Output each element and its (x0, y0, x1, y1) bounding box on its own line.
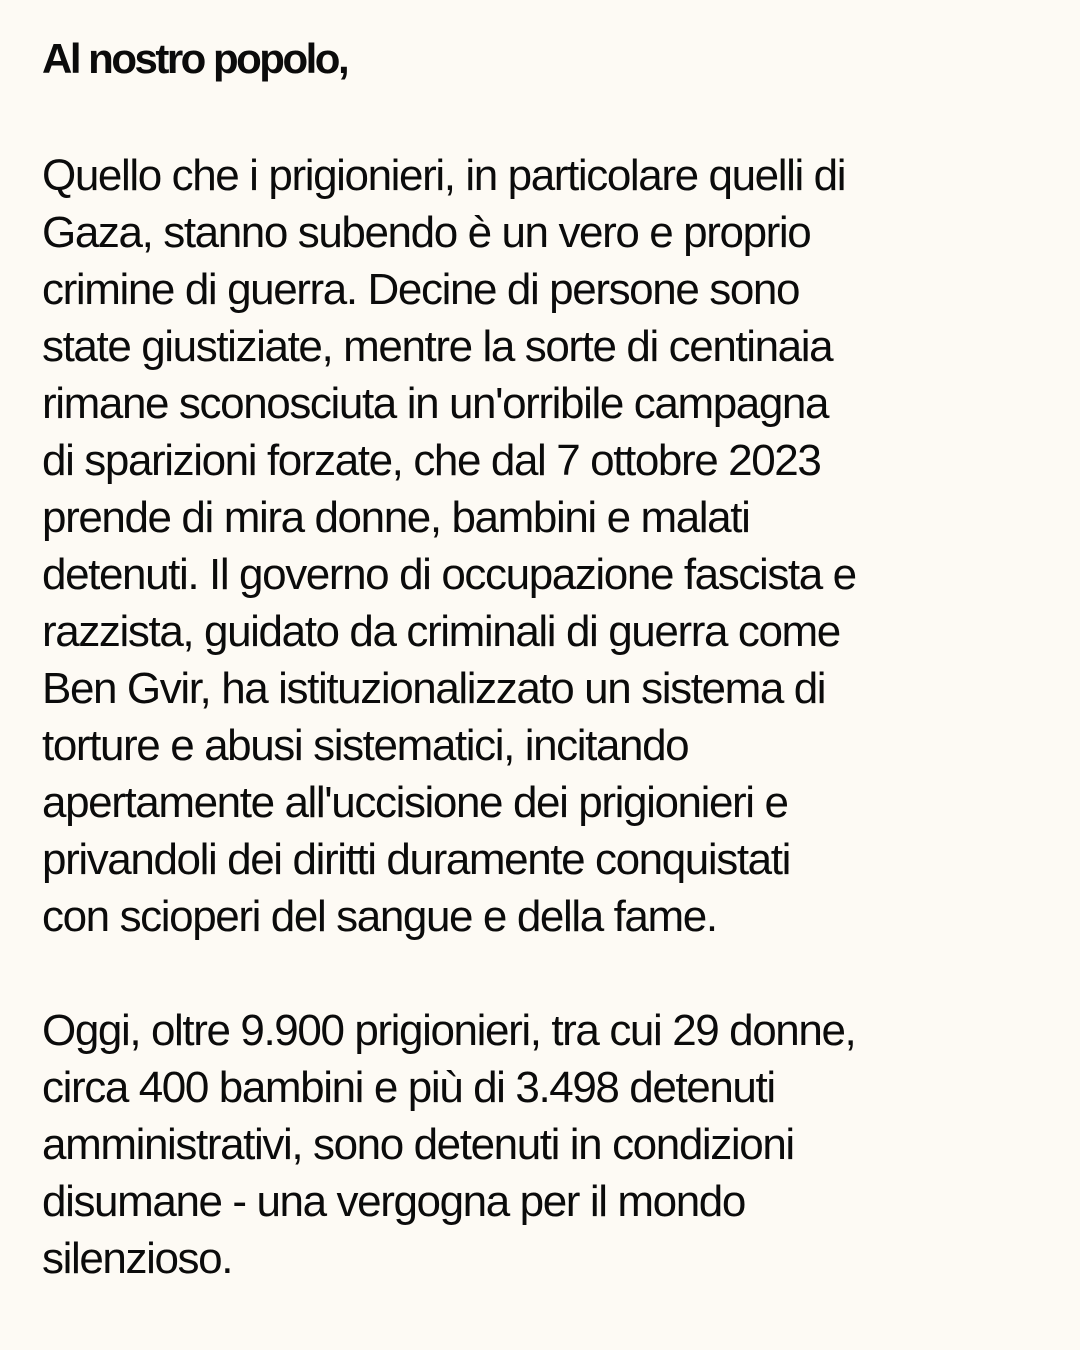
text-line: Oggi, oltre 9.900 prigionieri, tra cui 29 donne, (42, 1006, 856, 1055)
letter-page (42, 30, 1042, 1287)
text-line: rimane sconosciuta in un'orribile campagna (42, 379, 829, 428)
text-line: crimine di guerra. Decine di persone sono (42, 265, 800, 314)
paragraph-prisoner-figures (42, 1002, 1042, 1287)
text-line: torture e abusi sistematici, incitando (42, 721, 689, 770)
text-line: di sparizioni forzate, che dal 7 ottobre 2023 (42, 436, 821, 485)
text-line: Gaza, stanno subendo è un vero e proprio (42, 208, 811, 257)
text-line: apertamente all'uccisione dei prigionieri e (42, 778, 788, 827)
text-line: detenuti. Il governo di occupazione fascista e (42, 550, 856, 599)
text-line: Ben Gvir, ha istituzionalizzato un sistema di (42, 664, 826, 713)
text-line: prende di mira donne, bambini e malati (42, 493, 750, 542)
text-line: Quello che i prigionieri, in particolare quelli di (42, 151, 846, 200)
paragraph-war-crimes (42, 147, 1042, 945)
text-line: circa 400 bambini e più di 3.498 detenuti (42, 1063, 775, 1112)
text-line: amministrativi, sono detenuti in condizioni (42, 1120, 794, 1169)
text-line: silenzioso. (42, 1234, 233, 1283)
text-line: razzista, guidato da criminali di guerra come (42, 607, 840, 656)
letter-greeting: Al nostro popolo, (42, 35, 348, 82)
text-line: state giustiziate, mentre la sorte di centinaia (42, 322, 833, 371)
text-line: privandoli dei diritti duramente conquistati (42, 835, 790, 884)
text-line: con scioperi del sangue e della fame. (42, 892, 717, 941)
text-line: disumane - una vergogna per il mondo (42, 1177, 745, 1226)
